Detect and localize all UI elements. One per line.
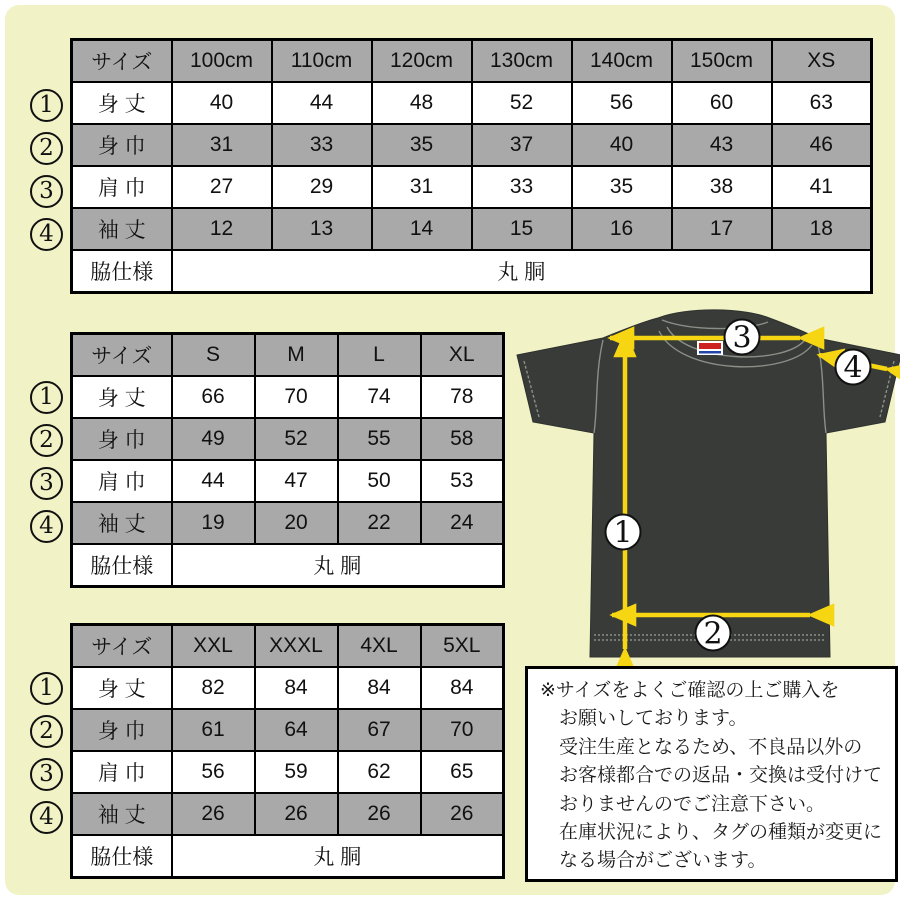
value-cell: 16	[572, 208, 672, 250]
row-label: 袖 丈	[72, 208, 172, 250]
header-cell: 110cm	[272, 40, 372, 83]
row-marker-4: 4	[30, 801, 63, 834]
header-cell: S	[172, 334, 255, 377]
value-cell: 74	[338, 376, 421, 418]
table-header-row	[72, 334, 504, 377]
row-marker-3: 3	[30, 758, 63, 791]
chart-background	[5, 5, 895, 895]
row-label: 身 丈	[72, 82, 172, 124]
table-row	[72, 793, 504, 835]
row-label: 袖 丈	[72, 502, 172, 544]
table-row	[72, 709, 504, 751]
value-cell: 18	[772, 208, 872, 250]
value-cell: 41	[772, 166, 872, 208]
row-label: 肩 巾	[72, 460, 172, 502]
value-cell: 46	[772, 124, 872, 166]
value-cell: 49	[172, 418, 255, 460]
value-cell: 61	[172, 709, 255, 751]
measure-marker-1	[606, 515, 641, 551]
value-cell: 15	[472, 208, 572, 250]
size-table-xxl-5xl	[70, 623, 505, 879]
row-label: 脇仕様	[72, 544, 172, 587]
row-label: 身 巾	[72, 709, 172, 751]
value-cell: 40	[172, 82, 272, 124]
row-marker-1: 1	[30, 89, 63, 122]
value-cell: 65	[421, 751, 504, 793]
row-label: 身 巾	[72, 124, 172, 166]
value-cell: 84	[338, 667, 421, 709]
measure-marker-4	[836, 350, 871, 386]
header-cell: XL	[421, 334, 504, 377]
value-cell: 26	[421, 793, 504, 835]
table-row	[72, 460, 504, 502]
measure-marker-3	[725, 320, 760, 356]
header-cell: 150cm	[672, 40, 772, 83]
note-line: 在庫状況により、タグの種類が変更に	[559, 822, 883, 844]
row-marker-4: 4	[30, 510, 63, 543]
table-header-row	[72, 625, 504, 668]
table-row	[72, 502, 504, 544]
row-label: 脇仕様	[72, 835, 172, 878]
header-cell: サイズ	[72, 625, 172, 668]
table-row	[72, 124, 872, 166]
header-cell: 5XL	[421, 625, 504, 668]
tshirt-diagram	[510, 305, 900, 675]
header-cell: 120cm	[372, 40, 472, 83]
purchase-note	[525, 666, 898, 882]
table-row	[72, 166, 872, 208]
header-cell: XXXL	[255, 625, 338, 668]
value-cell: 52	[255, 418, 338, 460]
value-cell: 52	[472, 82, 572, 124]
svg-text:2: 2	[703, 616, 723, 652]
row-label: 肩 巾	[72, 166, 172, 208]
value-cell: 70	[255, 376, 338, 418]
header-cell: 100cm	[172, 40, 272, 83]
header-cell: 4XL	[338, 625, 421, 668]
value-cell: 82	[172, 667, 255, 709]
value-cell: 24	[421, 502, 504, 544]
side-value-cell: 丸 胴	[172, 544, 504, 587]
size-table-kids-xs	[70, 38, 873, 294]
header-cell: 140cm	[572, 40, 672, 83]
value-cell: 78	[421, 376, 504, 418]
table-side-row	[72, 250, 872, 293]
value-cell: 53	[421, 460, 504, 502]
table-side-row	[72, 544, 504, 587]
row-label: 身 丈	[72, 667, 172, 709]
value-cell: 50	[338, 460, 421, 502]
value-cell: 37	[472, 124, 572, 166]
value-cell: 84	[255, 667, 338, 709]
side-value-cell: 丸 胴	[172, 835, 504, 878]
value-cell: 22	[338, 502, 421, 544]
header-cell: M	[255, 334, 338, 377]
value-cell: 55	[338, 418, 421, 460]
value-cell: 62	[338, 751, 421, 793]
value-cell: 43	[672, 124, 772, 166]
table-row	[72, 751, 504, 793]
table-side-row	[72, 835, 504, 878]
value-cell: 14	[372, 208, 472, 250]
value-cell: 66	[172, 376, 255, 418]
value-cell: 33	[272, 124, 372, 166]
brand-tag	[697, 341, 723, 355]
value-cell: 20	[255, 502, 338, 544]
row-marker-1: 1	[30, 672, 63, 705]
note-line: 受注生産となるため、不良品以外の	[559, 736, 863, 758]
header-cell: XS	[772, 40, 872, 83]
value-cell: 40	[572, 124, 672, 166]
note-line: お願いしております。	[559, 708, 748, 730]
value-cell: 58	[421, 418, 504, 460]
table-row	[72, 82, 872, 124]
value-cell: 56	[172, 751, 255, 793]
value-cell: 12	[172, 208, 272, 250]
note-line: お客様都合での返品・交換は受付けて	[559, 765, 883, 787]
value-cell: 26	[338, 793, 421, 835]
value-cell: 84	[421, 667, 504, 709]
size-table-s-xl	[70, 332, 505, 588]
value-cell: 44	[172, 460, 255, 502]
value-cell: 59	[255, 751, 338, 793]
note-line: おりませんのでご注意下さい。	[559, 793, 826, 815]
row-label: 脇仕様	[72, 250, 172, 293]
table-header-row	[72, 40, 872, 83]
header-cell: 130cm	[472, 40, 572, 83]
side-value-cell: 丸 胴	[172, 250, 872, 293]
value-cell: 67	[338, 709, 421, 751]
table-row	[72, 208, 872, 250]
row-marker-1: 1	[30, 381, 63, 414]
row-label: 身 丈	[72, 376, 172, 418]
row-marker-4: 4	[30, 218, 63, 251]
row-marker-3: 3	[30, 175, 63, 208]
row-marker-2: 2	[30, 132, 63, 165]
svg-text:4: 4	[843, 350, 863, 386]
value-cell: 48	[372, 82, 472, 124]
row-marker-3: 3	[30, 467, 63, 500]
value-cell: 64	[255, 709, 338, 751]
value-cell: 31	[172, 124, 272, 166]
row-marker-2: 2	[30, 715, 63, 748]
header-cell: XXL	[172, 625, 255, 668]
value-cell: 19	[172, 502, 255, 544]
value-cell: 47	[255, 460, 338, 502]
value-cell: 56	[572, 82, 672, 124]
value-cell: 17	[672, 208, 772, 250]
value-cell: 29	[272, 166, 372, 208]
value-cell: 60	[672, 82, 772, 124]
header-cell: サイズ	[72, 334, 172, 377]
value-cell: 35	[372, 124, 472, 166]
value-cell: 35	[572, 166, 672, 208]
value-cell: 31	[372, 166, 472, 208]
header-cell: サイズ	[72, 40, 172, 83]
value-cell: 13	[272, 208, 372, 250]
header-cell: L	[338, 334, 421, 377]
note-line: ※サイズをよくご確認の上ご購入を	[540, 680, 840, 701]
value-cell: 26	[255, 793, 338, 835]
value-cell: 33	[472, 166, 572, 208]
value-cell: 44	[272, 82, 372, 124]
value-cell: 26	[172, 793, 255, 835]
note-line: なる場合がございます。	[559, 850, 767, 872]
measure-marker-2	[696, 616, 731, 652]
table-row	[72, 376, 504, 418]
row-label: 肩 巾	[72, 751, 172, 793]
row-label: 身 巾	[72, 418, 172, 460]
table-row	[72, 667, 504, 709]
value-cell: 27	[172, 166, 272, 208]
value-cell: 38	[672, 166, 772, 208]
row-marker-2: 2	[30, 424, 63, 457]
svg-text:1: 1	[613, 515, 633, 551]
value-cell: 63	[772, 82, 872, 124]
table-row	[72, 418, 504, 460]
value-cell: 70	[421, 709, 504, 751]
svg-text:3: 3	[732, 320, 752, 356]
row-label: 袖 丈	[72, 793, 172, 835]
